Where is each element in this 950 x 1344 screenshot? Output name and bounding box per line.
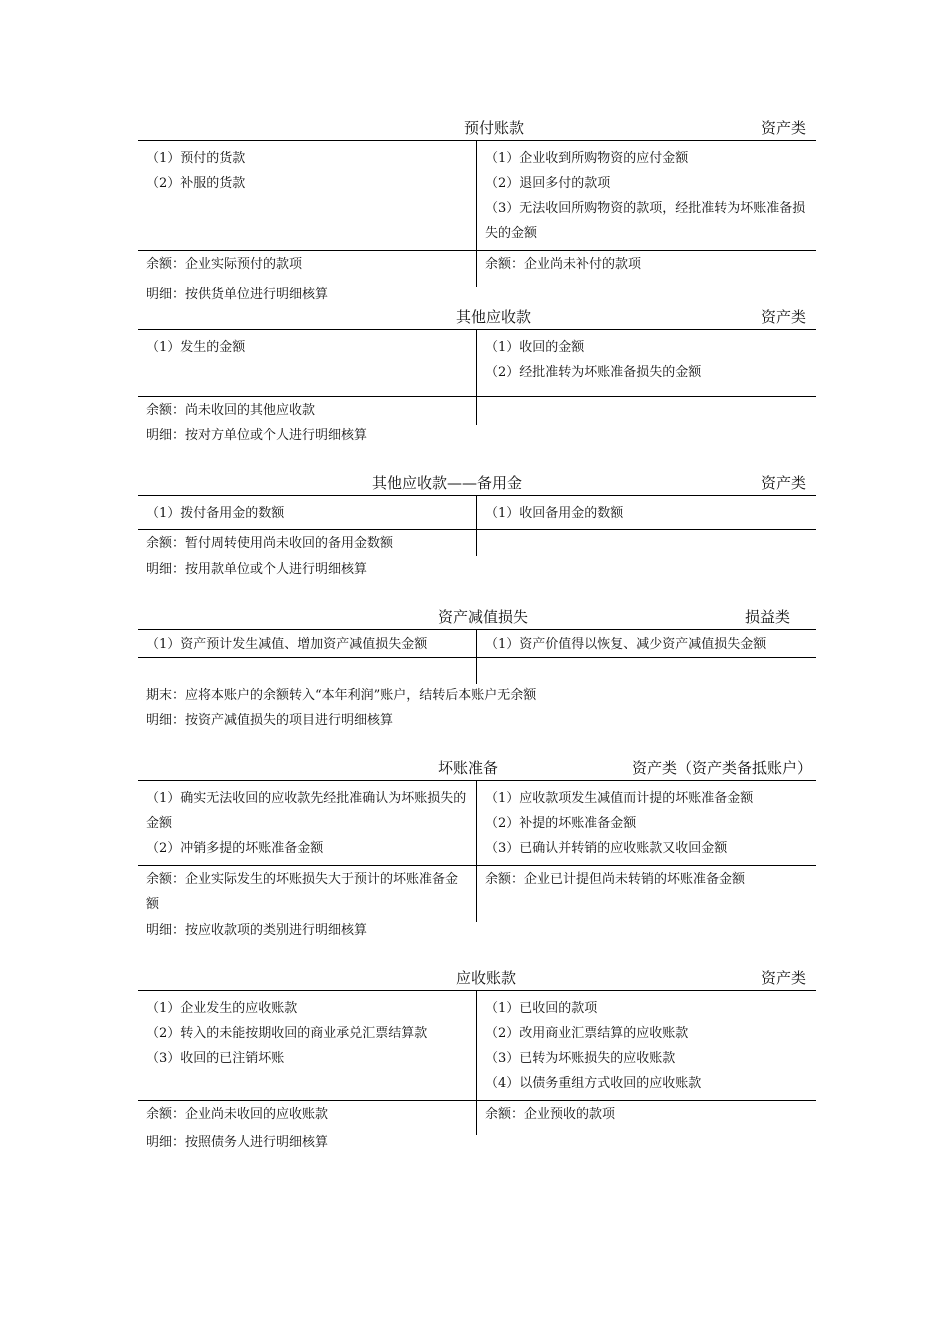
debit-balance: 余额：企业实际发生的坏账损失大于预计的坏账准备金额 [146,872,459,912]
account-note: 明细：按资产减值损失的项目进行明细核算 [146,713,394,728]
credit-entry: （2）退回多付的款项 [485,176,611,191]
credit-balance [476,658,816,684]
account-title: 坏账准备 [438,759,499,777]
credit-entry: （1）企业收到所购物资的应付金额 [485,151,689,166]
credit-side [476,141,816,250]
credit-side [476,496,816,529]
account-bad-debt-provision [138,756,816,922]
credit-entry: （3）无法收回所购物资的款项，经批准转为坏账准备损失的金额 [485,201,806,241]
debit-entry: （1）拨付备用金的数额 [146,506,285,521]
credit-entry: （1）应收款项发生减值而计提的坏账准备金额 [485,791,754,806]
account-category: 损益类 [744,608,790,626]
debit-side [138,991,476,1100]
account-header [138,756,816,781]
credit-entry: （1）收回备用金的数额 [485,506,624,521]
account-header [138,305,816,330]
balance-row [138,866,816,922]
debit-balance: 余额：企业尚未收回的应收账款 [146,1107,329,1122]
credit-entry: （4）以债务重组方式收回的应收账款 [485,1076,702,1091]
entries-row [138,630,816,658]
debit-side [138,781,476,865]
credit-side [476,630,816,657]
account-header [138,116,816,141]
account-category: 资产类 [760,308,806,326]
entries-row [138,496,816,530]
credit-entry: （2）补提的坏账准备金额 [485,816,637,831]
account-note: 期末：应将本账户的余额转入“本年利润”账户，结转后本账户无余额 [146,688,537,703]
credit-entry: （1）资产价值得以恢复、减少资产减值损失金额 [485,637,767,652]
credit-side [476,330,816,396]
entries-row [138,991,816,1101]
account-accounts-receivable [138,966,816,1135]
account-prepayments [138,116,816,287]
debit-entry: （1）预付的货款 [146,151,246,166]
account-impairment-loss [138,605,816,684]
account-category: 资产类 [760,474,806,492]
account-petty-cash [138,471,816,556]
account-header [138,471,816,496]
account-note: 明细：按应收款项的类别进行明细核算 [146,923,368,938]
account-note: 明细：按用款单位或个人进行明细核算 [146,562,368,577]
debit-entry: （2）补服的货款 [146,176,246,191]
account-title: 资产减值损失 [438,608,529,626]
debit-side [138,496,476,529]
credit-entry: （1）收回的金额 [485,340,585,355]
credit-balance: 余额：企业预收的款项 [476,1101,816,1135]
debit-balance: 余额：尚未收回的其他应收款 [146,403,316,418]
entries-row [138,141,816,251]
balance-row [138,397,816,425]
account-category: 资产类 [760,969,806,987]
debit-balance: 余额：暂付周转使用尚未收回的备用金数额 [146,536,394,551]
balance-row [138,530,816,556]
account-header [138,605,816,630]
account-note: 明细：按照债务人进行明细核算 [146,1135,329,1150]
credit-side [476,991,816,1100]
account-other-receivables [138,305,816,425]
debit-entry: （1）发生的金额 [146,340,246,355]
credit-entry: （3）已转为坏账损失的应收账款 [485,1051,676,1066]
debit-balance: 余额：企业实际预付的款项 [146,257,303,272]
account-category: 资产类 [760,119,806,137]
debit-side [138,630,476,657]
credit-entry: （2）经批准转为坏账准备损失的金额 [485,365,702,380]
entries-row [138,781,816,866]
account-note: 明细：按对方单位或个人进行明细核算 [146,428,368,443]
debit-entry: （1）企业发生的应收账款 [146,1001,298,1016]
account-category: 资产类（资产类备抵账户） [631,759,812,777]
debit-entry: （1）资产预计发生减值、增加资产减值损失金额 [146,637,428,652]
debit-entry: （2）转入的未能按期收回的商业承兑汇票结算款 [146,1026,428,1041]
debit-entry: （2）冲销多提的坏账准备金额 [146,841,324,856]
account-note: 明细：按供货单位进行明细核算 [146,287,329,302]
account-title: 预付账款 [464,119,525,137]
debit-entry: （1）确实无法收回的应收款先经批准确认为坏账损失的金额 [146,791,467,831]
credit-entry: （2）改用商业汇票结算的应收账款 [485,1026,689,1041]
credit-balance [476,530,816,556]
entries-row [138,330,816,397]
account-title: 其他应收款 [456,308,532,326]
account-title: 应收账款 [456,969,517,987]
credit-side [476,781,816,865]
balance-row [138,658,816,684]
account-title: 其他应收款——备用金 [372,474,523,492]
debit-balance [138,658,476,684]
account-header [138,966,816,991]
debit-side [138,141,476,250]
debit-side [138,330,476,396]
credit-balance [476,397,816,425]
credit-balance: 余额：企业已计提但尚未转销的坏账准备金额 [476,866,816,922]
credit-balance: 余额：企业尚未补付的款项 [476,251,816,287]
credit-entry: （3）已确认并转销的应收账款又收回金额 [485,841,728,856]
debit-entry: （3）收回的已注销坏账 [146,1051,285,1066]
credit-entry: （1）已收回的款项 [485,1001,598,1016]
